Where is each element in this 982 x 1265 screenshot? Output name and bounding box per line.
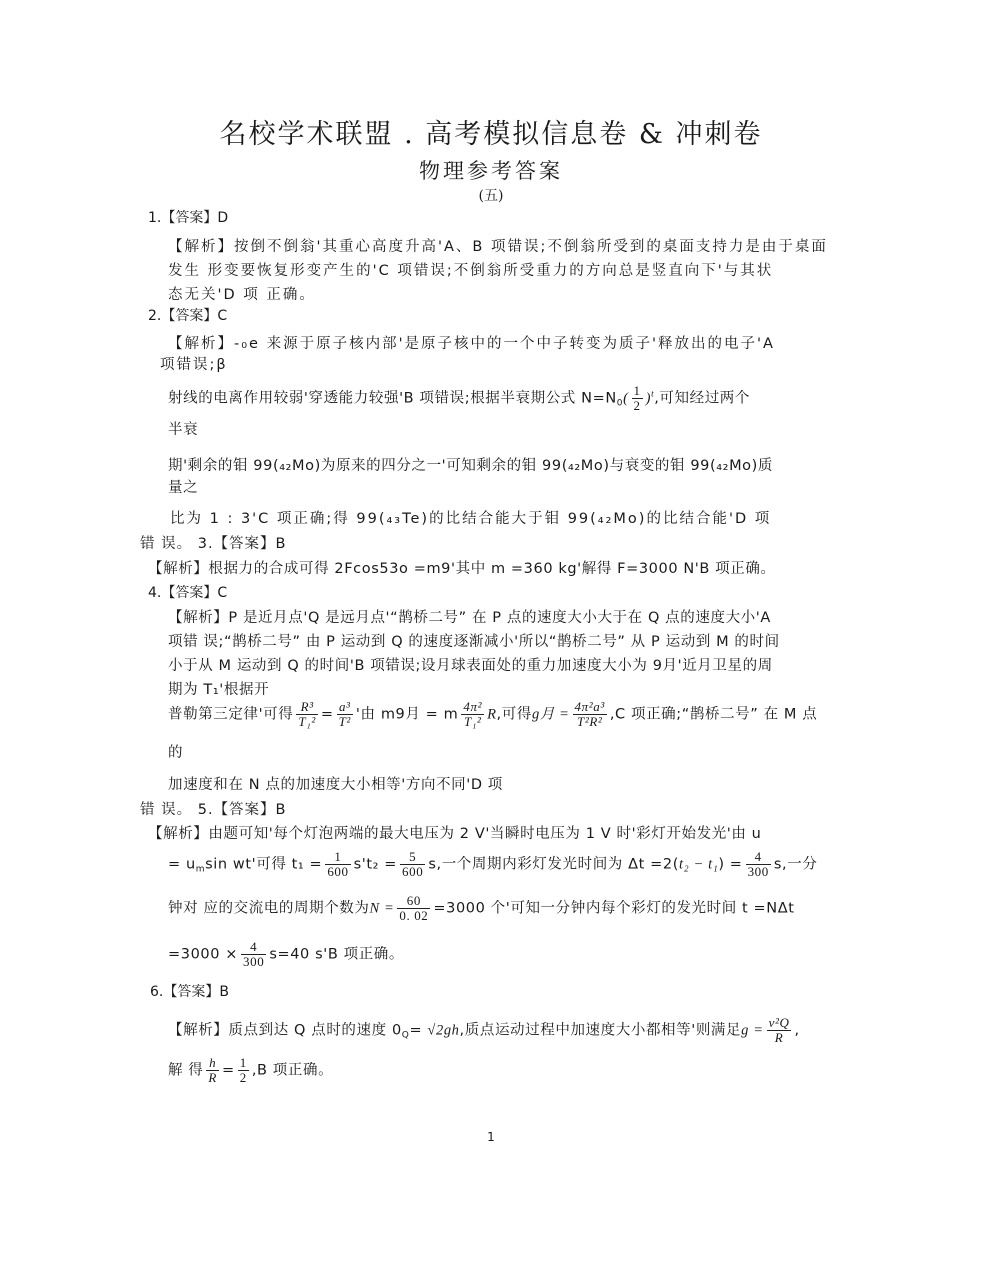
q6-analysis-line2: 解 得 $\frac{h}{R}$ = $\frac{1}{2}$ ,B 项正确。 [168, 1055, 334, 1085]
sqrt-2gh: √2gh [427, 1022, 460, 1039]
result-fraction: $\frac{4}{300}$ [243, 939, 265, 969]
half-fraction: $\frac{1}{2}$ [633, 383, 641, 413]
q2-line3-tail: ,可知经过两个 [654, 390, 750, 407]
q4-analysis-line4: 期为 T₁'根据开 [168, 682, 270, 698]
vq-subscript: Q [401, 1030, 410, 1041]
t1-fraction: $\frac{1}{600}$ [327, 849, 349, 879]
q1-analysis-line2: 发生 形变要恢复形变产生的'C 项错误;不倒翁所受重力的方向总是竖直向下'与其状 [168, 263, 774, 279]
q5-line2-t1: sin wt'可得 t₁ = [205, 856, 323, 873]
page-number: 1 [487, 1130, 495, 1144]
gravity-fraction: $\frac{\text{4π²}}{\text{T₁²}}$ [463, 699, 483, 729]
q4-analysis-line8: 错 误。 5.【答案】B [140, 802, 287, 818]
q2-n0-subscript: 0 [616, 398, 624, 409]
page-subtitle: 物理参考答案 [419, 159, 563, 183]
q4-analysis-line7: 加速度和在 N 点的加速度大小相等'方向不同'D 项 [168, 777, 503, 793]
q5-line4-tail: s=40 s'B 项正确。 [269, 946, 404, 963]
radius-symbol: R [487, 706, 497, 723]
q4-analysis-line2: 项错 误;“鹊桥二号” 由 P 运动到 Q 的速度逐渐减小'所以“鹊桥二号” 从 P 运动到 M 的时间 [168, 634, 780, 650]
q6-line2-tail: ,B 项正确。 [251, 1062, 334, 1079]
q4-analysis-line3: 小于从 M 运动到 Q 的时间'B 项错误;设月球表面处的重力加速度大小为 9月'近月卫星的周 [168, 658, 773, 674]
q5-analysis-line3 [168, 894, 795, 923]
q2-analysis-line5: 期'剩余的钼 99(₄₂Mo)为原来的四分之一'可知剩余的钼 99(₄₂Mo)与衰变的钼 99(₄₂Mo)质 [168, 458, 774, 474]
q2-line3-text: 射线的电离作用较弱'穿透能力较强'B 项错误;根据半衰期公式 N=N [168, 390, 617, 407]
q2-analysis-line6: 量之 [168, 480, 199, 496]
q4-analysis-line1: 【解析】P 是近月点'Q 是远月点'“鹊桥二号” 在 P 点的速度大小大于在 Q 点的速度大小'A [168, 610, 771, 626]
q5-line3-text: 钟对 应的交流电的周期个数为 [168, 900, 370, 917]
edition-label: (五) [478, 188, 504, 204]
q4-answer: 4.【答案】C [148, 585, 228, 601]
q2-analysis-line2: 项错误;β [160, 357, 228, 373]
q6-line1-mid: ,质点运动过程中加速度大小都相等'则满足 [459, 1022, 742, 1039]
q5-line3-tail: =3000 个'可知一分钟内每个彩灯的发光时间 t =NΔt [433, 900, 795, 917]
q4-analysis-line5: 普勒第三定律'可得 $\frac{\text{R³}}{\text{T₁²}}$ = $\frac{\text{a³}}{\text{T²}}$ '由 m9月 = m $\frac{\text{4π²}}{\text{T₁²}}$ R,可得g月 = $\frac{\text{4π²a³}}{\text{T²R²}}$ ,C 项正确;“鹊桥二号” 在 M 点 [168, 699, 818, 729]
q5-line2-tail: s,一分 [773, 856, 818, 873]
q5-line4-text: =3000 × [168, 946, 239, 963]
kepler-fraction-left: $\frac{\text{R³}}{\text{T₁²}}$ [298, 699, 316, 729]
q5-line2-text: = u [168, 856, 196, 873]
q6-answer: 6.【答案】B [150, 984, 229, 1000]
half-life-exponent: t [651, 388, 655, 399]
q5-line2-t2: s't₂ = [353, 856, 398, 873]
page-title: 名校学术联盟 . 高考模拟信息卷 & 冲刺卷 [219, 119, 763, 150]
q4-line5-text: 普勒第三定律'可得 [168, 706, 294, 723]
q2-analysis-line4: 半衰 [168, 422, 199, 438]
q4-line5-then: ,可得 [496, 706, 532, 723]
q2-answer: 2.【答案】C [148, 308, 228, 324]
q3-analysis-line1: 【解析】根据力的合成可得 2Fcos53o =m9'其中 m =360 kg'解得 F=3000 N'B 项正确。 [148, 561, 776, 577]
kepler-fraction-right: $\frac{\text{a³}}{\text{T²}}$ [338, 699, 351, 729]
q5-line2-eq: ) = [718, 856, 743, 873]
t2-fraction: $\frac{5}{600}$ [402, 849, 424, 879]
centripetal-fraction: $\frac{\text{v²Q}}{R}$ [768, 1015, 790, 1045]
q6-analysis-line1: 【解析】质点到达 Q 点时的速度 $0_Q= √2gh$,质点运动过程中加速度大小都相等'则满足g = $\frac{\text{v²Q}}{R}$ , [168, 1015, 800, 1045]
dt-fraction: $\frac{4}{300}$ [747, 849, 769, 879]
q1-answer: 1.【答案】D [148, 210, 229, 226]
q4-analysis-line6: 的 [168, 745, 184, 761]
um-subscript: m [195, 864, 206, 875]
g-moon-fraction: $\frac{\text{4π²a³}}{\text{T²R²}}$ [574, 699, 605, 729]
q5-analysis-line1: 【解析】由题可知'每个灯泡两端的最大电压为 2 V'当瞬时电压为 1 V 时'彩灯开始发光'由 u [148, 826, 762, 842]
g-equals: g = [741, 1022, 764, 1039]
q4-line5-mid: '由 m9月 = m [355, 706, 459, 723]
q6-line2-text: 解 得 [168, 1062, 204, 1079]
q1-analysis-line1: 【解析】按倒不倒翁'其重心高度升高'A、B 项错误;不倒翁所受到的桌面支持力是由于桌面 [168, 239, 828, 255]
g-moon-symbol: g月 = [531, 706, 570, 723]
q1-analysis-line3: 态无关'D 项 正确。 [168, 287, 316, 303]
h-over-r-fraction: $\frac{h}{R}$ [208, 1055, 217, 1085]
q5-analysis-line2 [168, 850, 817, 879]
period-count-fraction: $\frac{60}{0. 02}$ [399, 893, 429, 923]
q5-analysis-line4 [168, 940, 404, 969]
q4-line5-tail: ,C 项正确;“鹊桥二号” 在 M 点 [609, 706, 818, 723]
q6-line1-text: 【解析】质点到达 Q 点时的速度 0 [168, 1022, 402, 1039]
q6-line1-eq: = [409, 1022, 423, 1039]
q2-analysis-line8: 错 误。 3.【答案】B [140, 536, 287, 552]
t-difference: t₂ − t₁ [678, 856, 719, 873]
q2-analysis-line1: 【解析】-₀e 来源于原子核内部'是原子核中的一个中子转变为质子'释放出的电子'A [168, 336, 775, 352]
q2-analysis-line7: 比为 1 : 3'C 项正确;得 99(₄₃Te)的比结合能大于钼 99(₄₂Mo)的比结合能'D 项 [170, 511, 772, 527]
q2-analysis-line3: 射线的电离作用较弱'穿透能力较强'B 项错误;根据半衰期公式 $N=N_0$( $\frac{1}{2}$ )$^t$,可知经过两个 [168, 383, 750, 413]
n-symbol: N = [369, 900, 395, 917]
q5-line2-dt: s,一个周期内彩灯发光时间为 Δt =2( [428, 856, 679, 873]
one-half-fraction: $\frac{1}{2}$ [239, 1055, 247, 1085]
